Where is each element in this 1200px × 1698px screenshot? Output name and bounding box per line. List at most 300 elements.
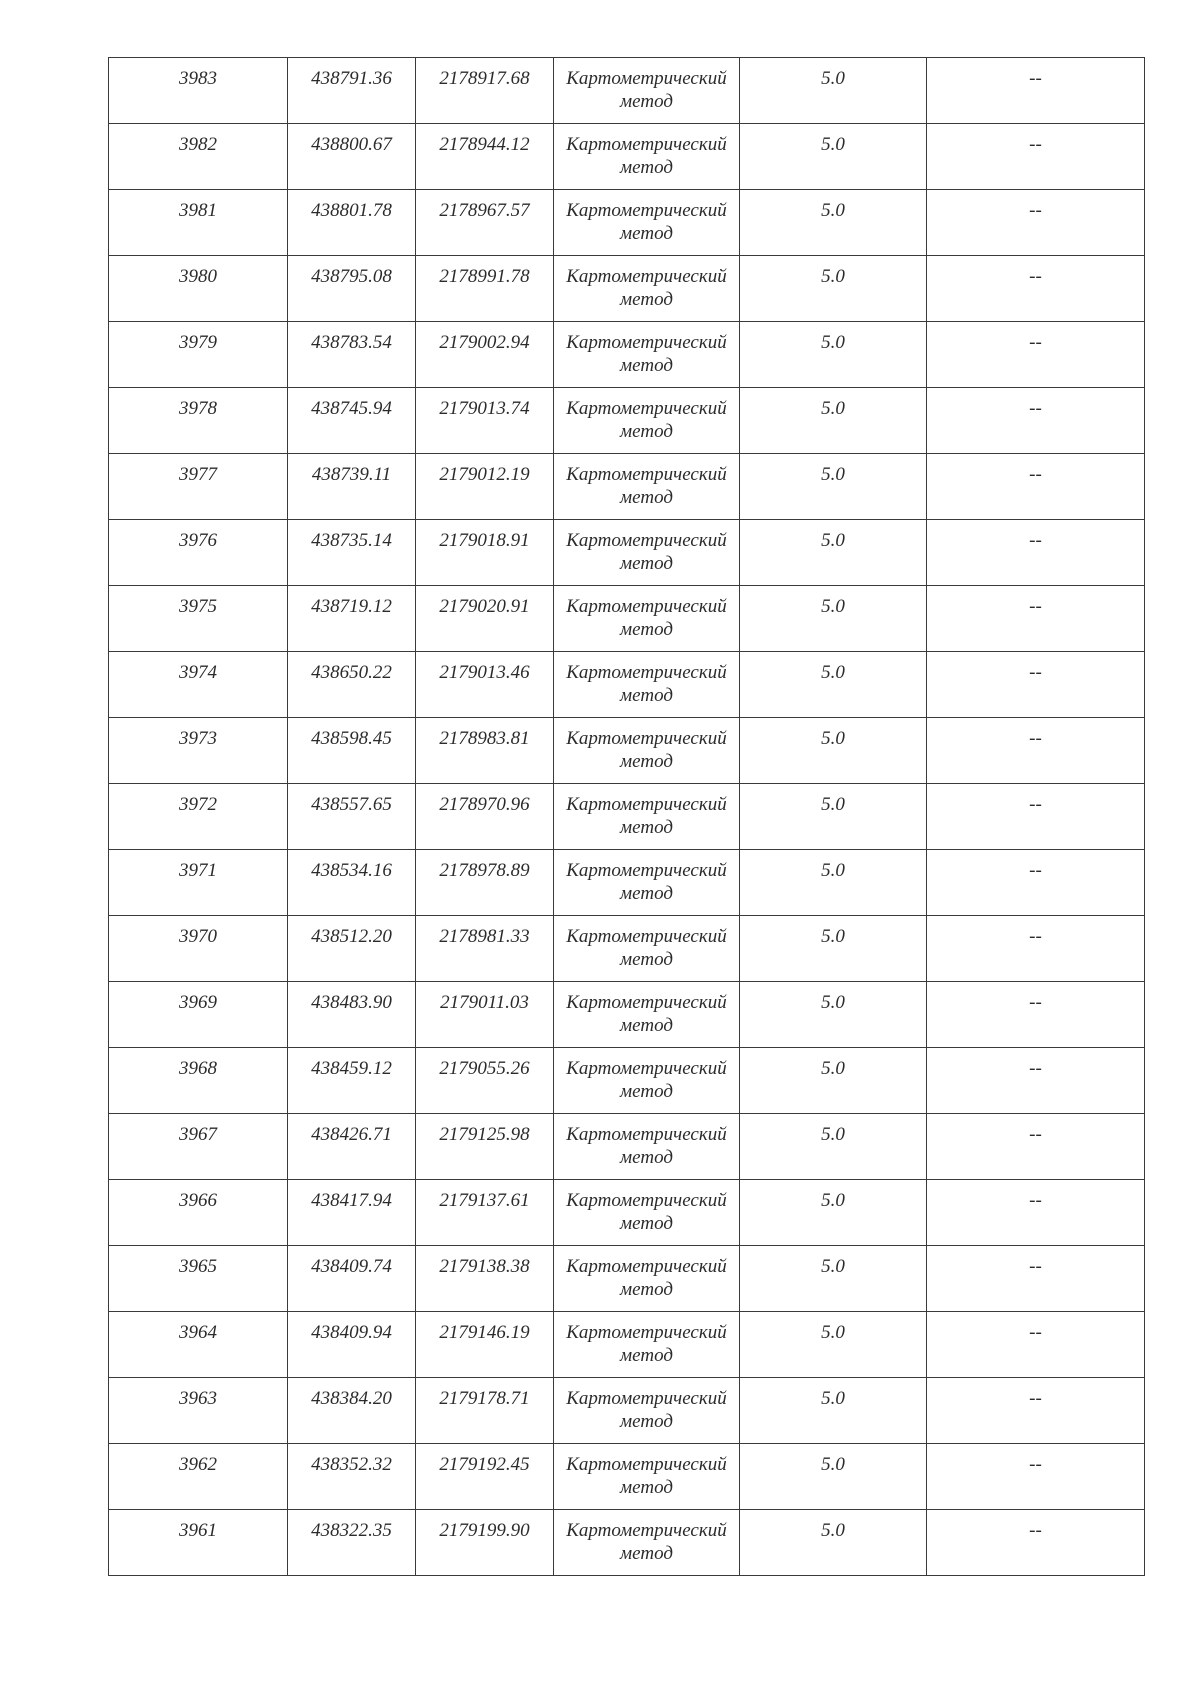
method-line-2: метод: [620, 817, 673, 838]
method-line-2: метод: [620, 619, 673, 640]
x-coordinate: 438745.94: [311, 398, 392, 419]
x-coordinate: 438650.22: [311, 662, 392, 683]
method-line-1: Картометрический: [566, 926, 727, 947]
precision-value: 5.0: [821, 794, 845, 815]
precision-value: 5.0: [821, 662, 845, 683]
x-coordinate-cell: [288, 256, 416, 322]
note-value: --: [1029, 398, 1042, 419]
precision-cell: [740, 388, 927, 454]
point-number-cell: [109, 58, 288, 124]
method-line-2: метод: [620, 883, 673, 904]
note-value: --: [1029, 1388, 1042, 1409]
y-coordinate: 2179013.74: [439, 398, 530, 419]
method-cell: [554, 322, 740, 388]
precision-value: 5.0: [821, 68, 845, 89]
precision-cell: [740, 850, 927, 916]
y-coordinate-cell: [416, 1180, 554, 1246]
point-number-cell: [109, 322, 288, 388]
point-number-cell: [109, 784, 288, 850]
x-coordinate-cell: [288, 1378, 416, 1444]
x-coordinate-cell: [288, 1510, 416, 1576]
method-line-1: Картометрический: [566, 398, 727, 419]
method-cell: [554, 124, 740, 190]
y-coordinate: 2178983.81: [439, 728, 530, 749]
note-cell: [927, 190, 1145, 256]
x-coordinate: 438739.11: [311, 464, 392, 485]
x-coordinate: 438384.20: [311, 1388, 392, 1409]
x-coordinate-cell: [288, 916, 416, 982]
x-coordinate: 438801.78: [311, 200, 392, 221]
method-line-1: Картометрический: [566, 794, 727, 815]
y-coordinate-cell: [416, 124, 554, 190]
x-coordinate-cell: [288, 322, 416, 388]
method-cell: [554, 58, 740, 124]
table-body: [109, 58, 1145, 1576]
x-coordinate-cell: [288, 454, 416, 520]
method-cell: [554, 1510, 740, 1576]
precision-value: 5.0: [821, 1190, 845, 1211]
note-cell: [927, 982, 1145, 1048]
method-cell: [554, 916, 740, 982]
precision-value: 5.0: [821, 1124, 845, 1145]
method-line-1: Картометрический: [566, 464, 727, 485]
note-cell: [927, 58, 1145, 124]
method-line-1: Картометрический: [566, 596, 727, 617]
x-coordinate-cell: [288, 1048, 416, 1114]
precision-cell: [740, 586, 927, 652]
y-coordinate: 2179199.90: [439, 1520, 530, 1541]
point-number: 3963: [179, 1388, 217, 1409]
point-number-cell: [109, 1114, 288, 1180]
note-value: --: [1029, 332, 1042, 353]
method-line-1: Картометрический: [566, 134, 727, 155]
point-number-cell: [109, 124, 288, 190]
precision-cell: [740, 1510, 927, 1576]
y-coordinate-cell: [416, 1444, 554, 1510]
method-cell: [554, 1114, 740, 1180]
x-coordinate-cell: [288, 1180, 416, 1246]
precision-value: 5.0: [821, 1388, 845, 1409]
y-coordinate: 2178917.68: [439, 68, 530, 89]
y-coordinate: 2178981.33: [439, 926, 530, 947]
y-coordinate: 2178970.96: [439, 794, 530, 815]
table-row: [109, 190, 1145, 256]
y-coordinate-cell: [416, 916, 554, 982]
note-cell: [927, 1048, 1145, 1114]
method-line-2: метод: [620, 751, 673, 772]
method-line-1: Картометрический: [566, 1190, 727, 1211]
table-row: [109, 850, 1145, 916]
table-row: [109, 256, 1145, 322]
point-number: 3981: [179, 200, 217, 221]
precision-value: 5.0: [821, 398, 845, 419]
method-cell: [554, 520, 740, 586]
point-number-cell: [109, 586, 288, 652]
method-cell: [554, 256, 740, 322]
method-line-2: метод: [620, 1015, 673, 1036]
precision-cell: [740, 1114, 927, 1180]
point-number-cell: [109, 982, 288, 1048]
table-row: [109, 982, 1145, 1048]
x-coordinate-cell: [288, 190, 416, 256]
point-number: 3969: [179, 992, 217, 1013]
method-line-2: метод: [620, 1279, 673, 1300]
precision-cell: [740, 916, 927, 982]
note-cell: [927, 1246, 1145, 1312]
note-cell: [927, 916, 1145, 982]
y-coordinate-cell: [416, 850, 554, 916]
table-row: [109, 1510, 1145, 1576]
y-coordinate-cell: [416, 58, 554, 124]
method-line-1: Картометрический: [566, 1520, 727, 1541]
x-coordinate-cell: [288, 1444, 416, 1510]
precision-value: 5.0: [821, 1454, 845, 1475]
x-coordinate-cell: [288, 520, 416, 586]
method-line-2: метод: [620, 157, 673, 178]
y-coordinate-cell: [416, 322, 554, 388]
note-cell: [927, 322, 1145, 388]
point-number-cell: [109, 1048, 288, 1114]
precision-cell: [740, 256, 927, 322]
x-coordinate: 438512.20: [311, 926, 392, 947]
precision-value: 5.0: [821, 332, 845, 353]
method-line-2: метод: [620, 223, 673, 244]
table-row: [109, 586, 1145, 652]
method-line-2: метод: [620, 949, 673, 970]
method-line-2: метод: [620, 91, 673, 112]
method-cell: [554, 586, 740, 652]
note-cell: [927, 124, 1145, 190]
point-number-cell: [109, 916, 288, 982]
table-row: [109, 388, 1145, 454]
note-value: --: [1029, 1256, 1042, 1277]
y-coordinate-cell: [416, 454, 554, 520]
method-cell: [554, 190, 740, 256]
table-row: [109, 1048, 1145, 1114]
coordinates-table: [108, 57, 1145, 1576]
precision-value: 5.0: [821, 200, 845, 221]
x-coordinate-cell: [288, 1114, 416, 1180]
method-line-2: метод: [620, 355, 673, 376]
x-coordinate: 438459.12: [311, 1058, 392, 1079]
method-line-1: Картометрический: [566, 1058, 727, 1079]
point-number: 3961: [179, 1520, 217, 1541]
note-value: --: [1029, 200, 1042, 221]
x-coordinate-cell: [288, 58, 416, 124]
point-number: 3982: [179, 134, 217, 155]
method-line-1: Картометрический: [566, 992, 727, 1013]
table-row: [109, 1114, 1145, 1180]
precision-cell: [740, 1444, 927, 1510]
x-coordinate-cell: [288, 388, 416, 454]
x-coordinate: 438417.94: [311, 1190, 392, 1211]
method-line-1: Картометрический: [566, 530, 727, 551]
method-line-1: Картометрический: [566, 266, 727, 287]
x-coordinate-cell: [288, 652, 416, 718]
x-coordinate-cell: [288, 718, 416, 784]
method-line-2: метод: [620, 1147, 673, 1168]
method-line-2: метод: [620, 1213, 673, 1234]
y-coordinate: 2179055.26: [439, 1058, 530, 1079]
method-cell: [554, 652, 740, 718]
x-coordinate-cell: [288, 784, 416, 850]
y-coordinate-cell: [416, 586, 554, 652]
method-cell: [554, 1180, 740, 1246]
table-row: [109, 784, 1145, 850]
precision-value: 5.0: [821, 1520, 845, 1541]
method-line-1: Картометрический: [566, 1322, 727, 1343]
point-number: 3975: [179, 596, 217, 617]
note-value: --: [1029, 926, 1042, 947]
note-cell: [927, 520, 1145, 586]
method-line-1: Картометрический: [566, 332, 727, 353]
y-coordinate: 2179146.19: [439, 1322, 530, 1343]
precision-cell: [740, 322, 927, 388]
note-value: --: [1029, 728, 1042, 749]
point-number: 3967: [179, 1124, 217, 1145]
note-cell: [927, 454, 1145, 520]
method-line-1: Картометрический: [566, 1388, 727, 1409]
note-value: --: [1029, 1058, 1042, 1079]
point-number: 3983: [179, 68, 217, 89]
y-coordinate-cell: [416, 1510, 554, 1576]
method-line-2: метод: [620, 1543, 673, 1564]
y-coordinate: 2178978.89: [439, 860, 530, 881]
precision-value: 5.0: [821, 860, 845, 881]
table-row: [109, 1180, 1145, 1246]
note-value: --: [1029, 1454, 1042, 1475]
point-number-cell: [109, 652, 288, 718]
point-number: 3965: [179, 1256, 217, 1277]
x-coordinate: 438800.67: [311, 134, 392, 155]
precision-cell: [740, 520, 927, 586]
x-coordinate: 438557.65: [311, 794, 392, 815]
y-coordinate: 2179192.45: [439, 1454, 530, 1475]
y-coordinate: 2179138.38: [439, 1256, 530, 1277]
method-line-2: метод: [620, 1081, 673, 1102]
precision-cell: [740, 1246, 927, 1312]
table-row: [109, 916, 1145, 982]
table-row: [109, 718, 1145, 784]
table-row: [109, 124, 1145, 190]
x-coordinate: 438735.14: [311, 530, 392, 551]
y-coordinate-cell: [416, 520, 554, 586]
y-coordinate-cell: [416, 718, 554, 784]
x-coordinate-cell: [288, 1312, 416, 1378]
y-coordinate-cell: [416, 388, 554, 454]
x-coordinate-cell: [288, 124, 416, 190]
point-number-cell: [109, 256, 288, 322]
method-cell: [554, 718, 740, 784]
note-value: --: [1029, 992, 1042, 1013]
method-cell: [554, 784, 740, 850]
table-row: [109, 652, 1145, 718]
note-cell: [927, 1180, 1145, 1246]
x-coordinate: 438483.90: [311, 992, 392, 1013]
point-number: 3973: [179, 728, 217, 749]
method-cell: [554, 1048, 740, 1114]
point-number-cell: [109, 520, 288, 586]
point-number-cell: [109, 1510, 288, 1576]
precision-value: 5.0: [821, 728, 845, 749]
precision-value: 5.0: [821, 266, 845, 287]
y-coordinate-cell: [416, 1114, 554, 1180]
y-coordinate: 2179125.98: [439, 1124, 530, 1145]
table-row: [109, 1312, 1145, 1378]
method-line-1: Картометрический: [566, 662, 727, 683]
precision-value: 5.0: [821, 1058, 845, 1079]
note-value: --: [1029, 1190, 1042, 1211]
y-coordinate-cell: [416, 1378, 554, 1444]
note-value: --: [1029, 1124, 1042, 1145]
point-number: 3978: [179, 398, 217, 419]
note-value: --: [1029, 794, 1042, 815]
x-coordinate-cell: [288, 586, 416, 652]
table-row: [109, 322, 1145, 388]
y-coordinate-cell: [416, 190, 554, 256]
method-line-2: метод: [620, 1477, 673, 1498]
point-number: 3966: [179, 1190, 217, 1211]
method-line-1: Картометрический: [566, 728, 727, 749]
method-line-2: метод: [620, 289, 673, 310]
precision-value: 5.0: [821, 596, 845, 617]
method-cell: [554, 1378, 740, 1444]
y-coordinate: 2179020.91: [439, 596, 530, 617]
precision-cell: [740, 652, 927, 718]
point-number-cell: [109, 1378, 288, 1444]
table-row: [109, 454, 1145, 520]
note-value: --: [1029, 860, 1042, 881]
x-coordinate: 438534.16: [311, 860, 392, 881]
point-number-cell: [109, 1444, 288, 1510]
point-number-cell: [109, 718, 288, 784]
method-cell: [554, 388, 740, 454]
y-coordinate-cell: [416, 256, 554, 322]
y-coordinate: 2179002.94: [439, 332, 530, 353]
point-number: 3979: [179, 332, 217, 353]
point-number: 3974: [179, 662, 217, 683]
precision-value: 5.0: [821, 1256, 845, 1277]
y-coordinate-cell: [416, 982, 554, 1048]
note-cell: [927, 1312, 1145, 1378]
table-row: [109, 1378, 1145, 1444]
y-coordinate: 2178967.57: [439, 200, 530, 221]
point-number-cell: [109, 190, 288, 256]
point-number: 3971: [179, 860, 217, 881]
method-line-2: метод: [620, 421, 673, 442]
note-value: --: [1029, 596, 1042, 617]
method-line-1: Картометрический: [566, 200, 727, 221]
x-coordinate-cell: [288, 982, 416, 1048]
method-line-1: Картометрический: [566, 1124, 727, 1145]
precision-cell: [740, 1312, 927, 1378]
point-number: 3977: [179, 464, 217, 485]
note-value: --: [1029, 530, 1042, 551]
precision-cell: [740, 1048, 927, 1114]
x-coordinate: 438409.74: [311, 1256, 392, 1277]
note-cell: [927, 850, 1145, 916]
precision-value: 5.0: [821, 992, 845, 1013]
table-row: [109, 1444, 1145, 1510]
x-coordinate: 438322.35: [311, 1520, 392, 1541]
point-number: 3970: [179, 926, 217, 947]
x-coordinate: 438791.36: [311, 68, 392, 89]
point-number: 3972: [179, 794, 217, 815]
method-cell: [554, 454, 740, 520]
y-coordinate: 2179013.46: [439, 662, 530, 683]
note-cell: [927, 256, 1145, 322]
point-number-cell: [109, 850, 288, 916]
point-number-cell: [109, 1180, 288, 1246]
x-coordinate: 438795.08: [311, 266, 392, 287]
note-cell: [927, 652, 1145, 718]
precision-cell: [740, 58, 927, 124]
x-coordinate: 438719.12: [311, 596, 392, 617]
x-coordinate: 438426.71: [311, 1124, 392, 1145]
note-cell: [927, 388, 1145, 454]
precision-value: 5.0: [821, 1322, 845, 1343]
note-value: --: [1029, 266, 1042, 287]
method-line-2: метод: [620, 1411, 673, 1432]
note-cell: [927, 1378, 1145, 1444]
point-number: 3968: [179, 1058, 217, 1079]
point-number: 3976: [179, 530, 217, 551]
precision-value: 5.0: [821, 464, 845, 485]
method-cell: [554, 982, 740, 1048]
table-row: [109, 520, 1145, 586]
precision-cell: [740, 454, 927, 520]
point-number-cell: [109, 454, 288, 520]
x-coordinate-cell: [288, 1246, 416, 1312]
method-line-1: Картометрический: [566, 1256, 727, 1277]
x-coordinate: 438783.54: [311, 332, 392, 353]
precision-cell: [740, 1180, 927, 1246]
note-cell: [927, 1444, 1145, 1510]
y-coordinate: 2179011.03: [440, 992, 529, 1013]
table-row: [109, 58, 1145, 124]
method-line-1: Картометрический: [566, 1454, 727, 1475]
note-value: --: [1029, 662, 1042, 683]
point-number: 3964: [179, 1322, 217, 1343]
note-cell: [927, 586, 1145, 652]
method-line-1: Картометрический: [566, 68, 727, 89]
note-cell: [927, 1114, 1145, 1180]
y-coordinate: 2179018.91: [439, 530, 530, 551]
precision-value: 5.0: [821, 530, 845, 551]
method-line-1: Картометрический: [566, 860, 727, 881]
note-cell: [927, 1510, 1145, 1576]
note-value: --: [1029, 1520, 1042, 1541]
note-value: --: [1029, 1322, 1042, 1343]
precision-cell: [740, 982, 927, 1048]
note-value: --: [1029, 68, 1042, 89]
precision-value: 5.0: [821, 926, 845, 947]
precision-cell: [740, 190, 927, 256]
x-coordinate: 438409.94: [311, 1322, 392, 1343]
y-coordinate-cell: [416, 784, 554, 850]
y-coordinate-cell: [416, 1048, 554, 1114]
note-cell: [927, 784, 1145, 850]
y-coordinate: 2179178.71: [439, 1388, 530, 1409]
x-coordinate: 438352.32: [311, 1454, 392, 1475]
note-cell: [927, 718, 1145, 784]
table-row: [109, 1246, 1145, 1312]
note-value: --: [1029, 464, 1042, 485]
precision-cell: [740, 124, 927, 190]
y-coordinate-cell: [416, 1312, 554, 1378]
method-cell: [554, 1246, 740, 1312]
point-number-cell: [109, 388, 288, 454]
